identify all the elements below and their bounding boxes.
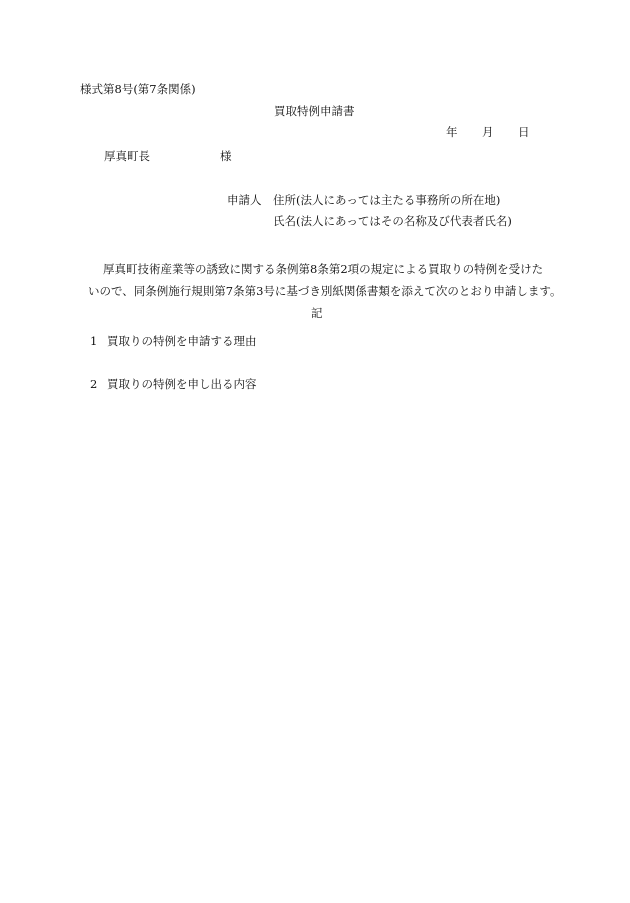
list-item — [90, 377, 257, 391]
applicant-name-label: 氏名(法人にあってはその名称及び代表者氏名) — [273, 214, 512, 228]
addressee-honorific: 様 — [220, 149, 232, 163]
applicant-label: 申請人 — [227, 193, 262, 207]
list-item-number: 1 — [90, 334, 98, 348]
form-number: 様式第8号(第7条関係) — [80, 82, 196, 96]
list-item-number: 2 — [90, 377, 98, 391]
ki-marker: 記 — [311, 306, 323, 320]
body-text-line-2: いので、同条例施行規則第7条第3号に基づき別紙関係書類を添えて次のとおり申請します。 — [88, 284, 562, 298]
date-day: 日 — [518, 125, 530, 139]
applicant-address-label: 住所(法人にあっては主たる事務所の所在地) — [273, 193, 501, 207]
body-text-line-1: 厚真町技術産業等の誘致に関する条例第8条第2項の規定による買取りの特例を受けた — [103, 262, 544, 276]
list-item — [90, 334, 257, 348]
list-item-text: 買取りの特例を申請する理由 — [107, 334, 257, 348]
date-month: 月 — [482, 125, 494, 139]
date-year: 年 — [446, 125, 458, 139]
document-title: 買取特例申請書 — [274, 104, 355, 118]
addressee-name: 厚真町長 — [104, 149, 150, 163]
list-item-text: 買取りの特例を申し出る内容 — [107, 377, 257, 391]
